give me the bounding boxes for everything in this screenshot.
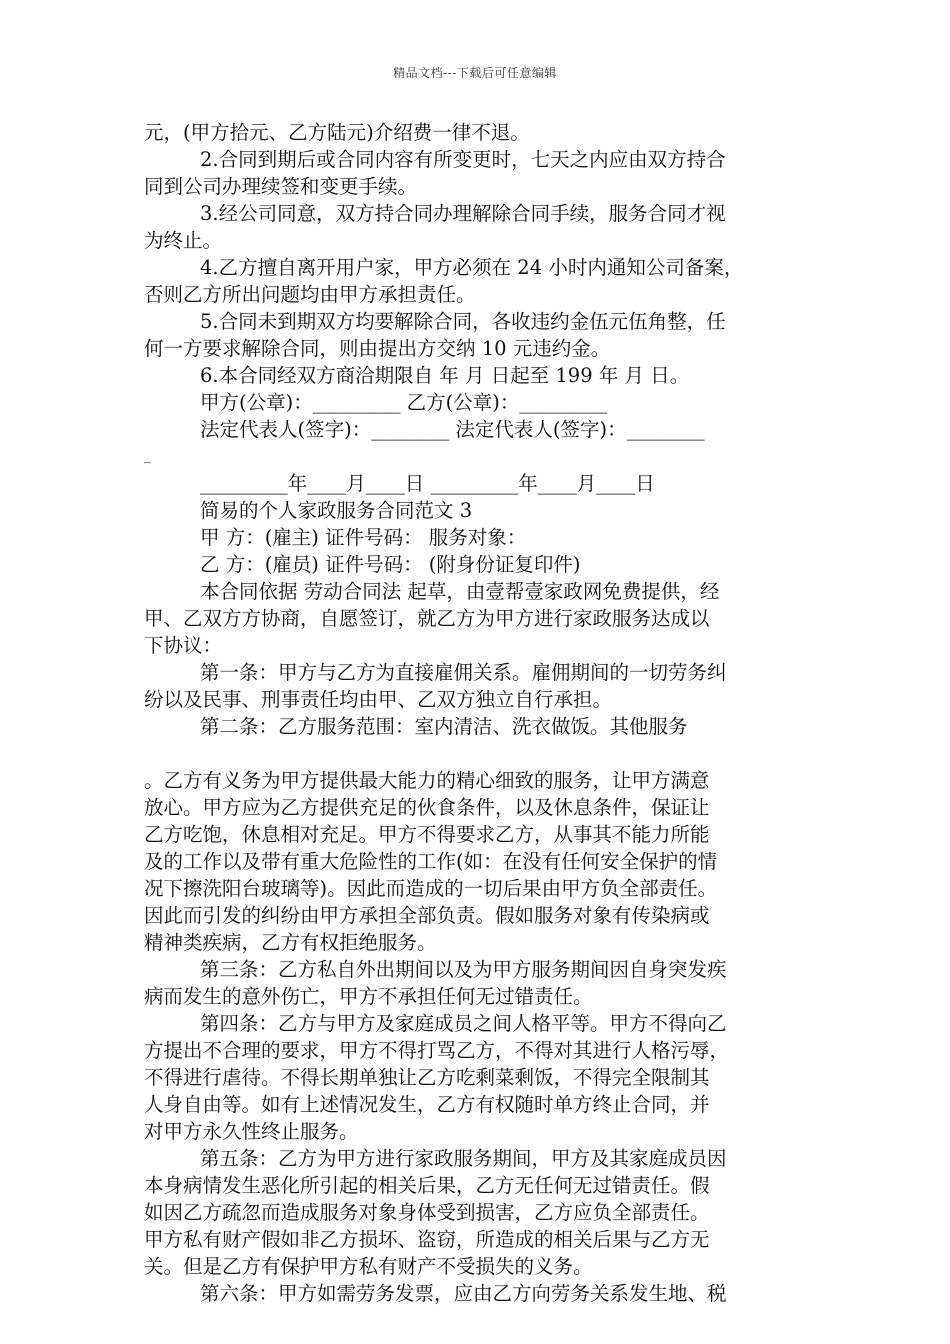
document-line: 放心。甲方应为乙方提供充足的伙食条件，以及休息条件，保证让 (144, 796, 710, 819)
document-line (144, 740, 810, 767)
document-body (144, 119, 810, 1307)
document-line: 4.乙方擅自离开用户家，甲方必须在 24 小时内通知公司备案， (200, 256, 744, 279)
document-line: 6.本合同经双方商洽期限自 年 月 日起至 199 年 月 日。 (200, 364, 690, 387)
document-line: 甲方(公章)：_________ 乙方(公章)：_________ (200, 391, 608, 414)
document-line: 否则乙方所出问题均由甲方承担责任。 (144, 283, 476, 306)
document-line: 5.合同未到期双方均要解除合同，各收违约金伍元伍角整，任 (200, 310, 726, 333)
document-line: 如因乙方疏忽而造成服务对象身体受到损害，乙方应负全部责任。 (144, 1201, 710, 1224)
document-line: 乙方吃饱，休息相对充足。甲方不得要求乙方，从事其不能力所能 (144, 823, 710, 846)
document-line: 本身病情发生恶化所引起的相关后果，乙方无任何无过错责任。假 (144, 1174, 710, 1197)
document-line: 第六条：甲方如需劳务发票，应由乙方向劳务关系发生地、税 (200, 1282, 727, 1305)
document-line: 甲 方：(雇主) 证件号码： 服务对象： (200, 526, 527, 549)
document-line: 同到公司办理续签和变更手续。 (144, 175, 418, 198)
page-header: 精品文档---下载后可任意编辑 (393, 66, 557, 80)
document-line: 简易的个人家政服务合同范文 3 (200, 499, 473, 522)
document-line: 第五条：乙方为甲方进行家政服务期间，甲方及其家庭成员因 (200, 1147, 727, 1170)
document-line: 下协议： (144, 634, 223, 657)
document-line: 精神类疾病，乙方有权拒绝服务。 (144, 931, 437, 954)
document-line: 2.合同到期后或合同内容有所变更时，七天之内应由双方持合 (200, 148, 726, 171)
document-line: 本合同依据 劳动合同法 起草，由壹帮壹家政网免费提供，经 (200, 580, 720, 603)
document-line: 元，(甲方拾元、乙方陆元)介绍费一律不退。 (144, 121, 530, 144)
document-line: 3.经公司同意，双方持合同办理解除合同手续，服务合同才视 (200, 202, 726, 225)
document-line: 为终止。 (144, 229, 223, 252)
document-line: _ (144, 448, 151, 464)
document-line: _________年____月____日 _________年____月____日 (200, 472, 655, 495)
document-line: 第四条：乙方与甲方及家庭成员之间人格平等。甲方不得向乙 (200, 1012, 727, 1035)
document-line: 况下擦洗阳台玻璃等)。因此而造成的一切后果由甲方负全部责任。 (144, 877, 718, 900)
document-line: 纷以及民事、刑事责任均由甲、乙双方独立自行承担。 (144, 688, 613, 711)
document-line: 乙 方：(雇员) 证件号码： (附身份证复印件) (200, 553, 581, 576)
document-line: 因此而引发的纠纷由甲方承担全部负责。假如服务对象有传染病或 (144, 904, 710, 927)
document-line: 及的工作以及带有重大危险性的工作(如：在没有任何安全保护的情 (144, 850, 718, 873)
document-line: 法定代表人(签字)：________ 法定代表人(签字)：________ (200, 418, 705, 441)
document-line: 人身自由等。如有上述情况发生，乙方有权随时单方终止合同，并 (144, 1093, 710, 1116)
document-line: 关。但是乙方有保护甲方私有财产不受损失的义务。 (144, 1255, 593, 1278)
document-line: 不得进行虐待。不得长期单独让乙方吃剩菜剩饭，不得完全限制其 (144, 1066, 710, 1089)
document-line: 对甲方永久性终止服务。 (144, 1120, 359, 1143)
document-line: 甲方私有财产假如非乙方损坏、盗窃，所造成的相关后果与乙方无 (144, 1228, 710, 1251)
document-line: 第一条：甲方与乙方为直接雇佣关系。雇佣期间的一切劳务纠 (200, 661, 727, 684)
document-line: 甲、乙双方方协商，自愿签订，就乙方为甲方进行家政服务达成以 (144, 607, 710, 630)
document-line: 病而发生的意外伤亡，甲方不承担任何无过错责任。 (144, 985, 593, 1008)
document-line: 方提出不合理的要求，甲方不得打骂乙方，不得对其进行人格污辱， (144, 1039, 730, 1062)
document-line: 何一方要求解除合同，则由提出方交纳 10 元违约金。 (144, 337, 611, 360)
document-line: 第二条：乙方服务范围：室内清洁、洗衣做饭。其他服务 (200, 715, 688, 738)
document-line: 。乙方有义务为甲方提供最大能力的精心细致的服务，让甲方满意 (144, 769, 710, 792)
document-line: 第三条：乙方私自外出期间以及为甲方服务期间因自身突发疾 (200, 958, 727, 981)
